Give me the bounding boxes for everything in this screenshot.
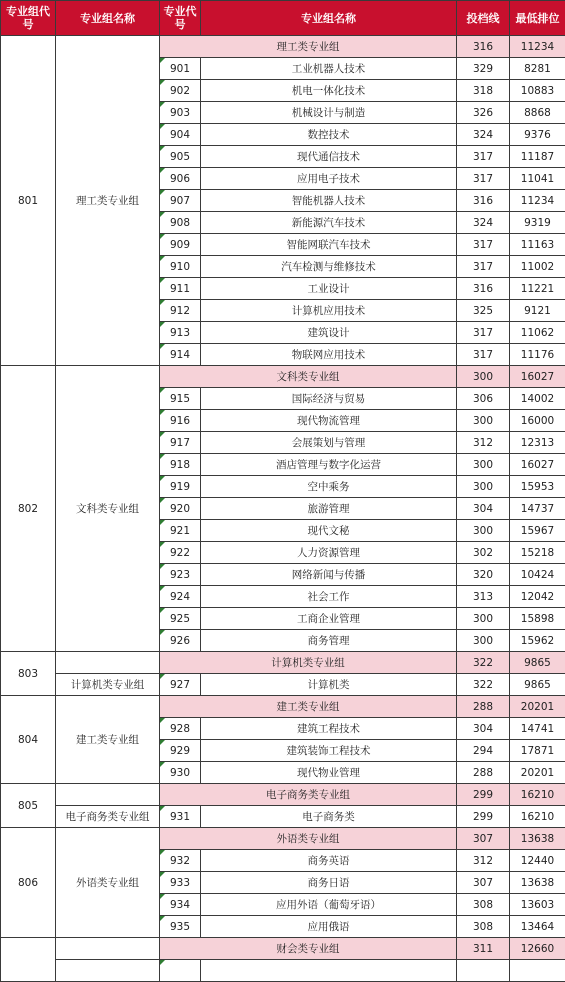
- group-min-rank: 20201: [510, 696, 565, 718]
- major-code: 924: [160, 586, 201, 608]
- major-name: 建筑装饰工程技术: [201, 740, 457, 762]
- major-cutoff-score: 317: [457, 168, 510, 190]
- major-name: 新能源汽车技术: [201, 212, 457, 234]
- major-min-rank: 20201: [510, 762, 565, 784]
- major-code: 915: [160, 388, 201, 410]
- group-name: 建工类专业组: [56, 696, 160, 784]
- major-name: 酒店管理与数字化运营: [201, 454, 457, 476]
- major-code: [160, 960, 201, 982]
- major-code: 931: [160, 806, 201, 828]
- major-code: 930: [160, 762, 201, 784]
- major-cutoff-score: 300: [457, 520, 510, 542]
- major-min-rank: 15962: [510, 630, 565, 652]
- major-min-rank: 15953: [510, 476, 565, 498]
- major-cutoff-score: 294: [457, 740, 510, 762]
- major-cutoff-score: [457, 960, 510, 982]
- major-min-rank: 10424: [510, 564, 565, 586]
- major-code: 907: [160, 190, 201, 212]
- header-group-name: 专业组名称: [56, 1, 160, 36]
- major-name: 应用外语（葡萄牙语）: [201, 894, 457, 916]
- major-min-rank: 11221: [510, 278, 565, 300]
- major-code: 916: [160, 410, 201, 432]
- major-cutoff-score: 329: [457, 58, 510, 80]
- major-cutoff-score: 313: [457, 586, 510, 608]
- major-code: 918: [160, 454, 201, 476]
- table-header-row: [1, 1, 565, 36]
- major-name: 人力资源管理: [201, 542, 457, 564]
- major-code: 920: [160, 498, 201, 520]
- major-code: 904: [160, 124, 201, 146]
- group-name: 电子商务类专业组: [56, 806, 160, 828]
- group-min-rank: 11234: [510, 36, 565, 58]
- major-min-rank: 15898: [510, 608, 565, 630]
- major-min-rank: 14737: [510, 498, 565, 520]
- major-name: 汽车检测与维修技术: [201, 256, 457, 278]
- group-name-blank: [56, 784, 160, 806]
- group-name: 理工类专业组: [56, 36, 160, 366]
- major-name: 数控技术: [201, 124, 457, 146]
- major-name: 现代物流管理: [201, 410, 457, 432]
- group-cutoff-score: 299: [457, 784, 510, 806]
- major-cutoff-score: 300: [457, 454, 510, 476]
- major-name: 现代物业管理: [201, 762, 457, 784]
- major-name: 建筑工程技术: [201, 718, 457, 740]
- group-name: 外语类专业组: [56, 828, 160, 938]
- group-code: 803: [1, 652, 56, 696]
- group-min-rank: 13638: [510, 828, 565, 850]
- major-code: 919: [160, 476, 201, 498]
- major-name: 机械设计与制造: [201, 102, 457, 124]
- group-min-rank: 9865: [510, 652, 565, 674]
- major-code: 926: [160, 630, 201, 652]
- major-min-rank: 10883: [510, 80, 565, 102]
- major-min-rank: 9376: [510, 124, 565, 146]
- major-cutoff-score: 300: [457, 630, 510, 652]
- major-cutoff-score: 312: [457, 432, 510, 454]
- group-name: [56, 960, 160, 982]
- major-name: 商务英语: [201, 850, 457, 872]
- major-cutoff-score: 302: [457, 542, 510, 564]
- group-header-row: [1, 784, 565, 806]
- major-code: 922: [160, 542, 201, 564]
- major-name: 社会工作: [201, 586, 457, 608]
- major-code: 932: [160, 850, 201, 872]
- major-cutoff-score: 318: [457, 80, 510, 102]
- major-cutoff-score: 324: [457, 212, 510, 234]
- group-cutoff-score: 307: [457, 828, 510, 850]
- major-code: 928: [160, 718, 201, 740]
- major-min-rank: 11002: [510, 256, 565, 278]
- group-min-rank: 16027: [510, 366, 565, 388]
- major-min-rank: 13464: [510, 916, 565, 938]
- major-code: 903: [160, 102, 201, 124]
- group-cutoff-score: 322: [457, 652, 510, 674]
- major-min-rank: 16210: [510, 806, 565, 828]
- major-cutoff-score: 308: [457, 894, 510, 916]
- major-name: 应用电子技术: [201, 168, 457, 190]
- group-min-rank: 12660: [510, 938, 565, 960]
- major-name: 物联网应用技术: [201, 344, 457, 366]
- major-cutoff-score: 304: [457, 718, 510, 740]
- major-name: 机电一体化技术: [201, 80, 457, 102]
- major-min-rank: 13603: [510, 894, 565, 916]
- major-code: 934: [160, 894, 201, 916]
- group-header-label: 文科类专业组: [160, 366, 457, 388]
- major-name: 工商企业管理: [201, 608, 457, 630]
- major-code: 910: [160, 256, 201, 278]
- header-major-name: 专业组名称: [201, 1, 457, 36]
- group-header-row: [1, 36, 565, 58]
- major-cutoff-score: 307: [457, 872, 510, 894]
- major-min-rank: 11187: [510, 146, 565, 168]
- major-cutoff-score: 317: [457, 322, 510, 344]
- major-min-rank: 8281: [510, 58, 565, 80]
- major-code: 901: [160, 58, 201, 80]
- group-code: 804: [1, 696, 56, 784]
- major-code: 927: [160, 674, 201, 696]
- major-cutoff-score: 306: [457, 388, 510, 410]
- major-code: 923: [160, 564, 201, 586]
- major-min-rank: 8868: [510, 102, 565, 124]
- major-name: 智能网联汽车技术: [201, 234, 457, 256]
- major-min-rank: 13638: [510, 872, 565, 894]
- group-header-label: 外语类专业组: [160, 828, 457, 850]
- table-row: [1, 960, 565, 982]
- major-code: 913: [160, 322, 201, 344]
- major-code: 909: [160, 234, 201, 256]
- major-name: 电子商务类: [201, 806, 457, 828]
- major-cutoff-score: 300: [457, 608, 510, 630]
- major-min-rank: [510, 960, 565, 982]
- major-name: 智能机器人技术: [201, 190, 457, 212]
- group-name: 计算机类专业组: [56, 674, 160, 696]
- major-code: 911: [160, 278, 201, 300]
- group-header-row: [1, 696, 565, 718]
- group-cutoff-score: 311: [457, 938, 510, 960]
- group-min-rank: 16210: [510, 784, 565, 806]
- major-cutoff-score: 300: [457, 476, 510, 498]
- major-code: 906: [160, 168, 201, 190]
- major-min-rank: 11062: [510, 322, 565, 344]
- group-header-label: 计算机类专业组: [160, 652, 457, 674]
- major-min-rank: 9865: [510, 674, 565, 696]
- major-min-rank: 14741: [510, 718, 565, 740]
- major-cutoff-score: 325: [457, 300, 510, 322]
- major-name: 旅游管理: [201, 498, 457, 520]
- group-name-blank: [56, 652, 160, 674]
- major-code: 912: [160, 300, 201, 322]
- group-code: 802: [1, 366, 56, 652]
- major-min-rank: 11163: [510, 234, 565, 256]
- major-cutoff-score: 316: [457, 278, 510, 300]
- major-name: 会展策划与管理: [201, 432, 457, 454]
- major-min-rank: 12042: [510, 586, 565, 608]
- major-code: 908: [160, 212, 201, 234]
- major-code: 917: [160, 432, 201, 454]
- group-code: 801: [1, 36, 56, 366]
- group-header-label: 电子商务类专业组: [160, 784, 457, 806]
- major-code: 925: [160, 608, 201, 630]
- major-min-rank: 12440: [510, 850, 565, 872]
- header-cutoff-score: 投档线: [457, 1, 510, 36]
- group-cutoff-score: 288: [457, 696, 510, 718]
- group-header-label: 理工类专业组: [160, 36, 457, 58]
- major-name: 建筑设计: [201, 322, 457, 344]
- table-row: [1, 674, 565, 696]
- major-cutoff-score: 312: [457, 850, 510, 872]
- header-group-code: 专业组代号: [1, 1, 56, 36]
- major-min-rank: 14002: [510, 388, 565, 410]
- major-name: 现代文秘: [201, 520, 457, 542]
- group-code: 805: [1, 784, 56, 828]
- major-min-rank: 11176: [510, 344, 565, 366]
- major-min-rank: 11234: [510, 190, 565, 212]
- major-cutoff-score: 316: [457, 190, 510, 212]
- major-cutoff-score: 324: [457, 124, 510, 146]
- major-cutoff-score: 308: [457, 916, 510, 938]
- group-header-row: [1, 652, 565, 674]
- major-min-rank: 17871: [510, 740, 565, 762]
- header-min-rank: 最低排位: [510, 1, 565, 36]
- group-header-row: [1, 938, 565, 960]
- major-name: [201, 960, 457, 982]
- major-cutoff-score: 326: [457, 102, 510, 124]
- major-name: 国际经济与贸易: [201, 388, 457, 410]
- major-code: 914: [160, 344, 201, 366]
- major-code: 905: [160, 146, 201, 168]
- major-cutoff-score: 322: [457, 674, 510, 696]
- major-cutoff-score: 320: [457, 564, 510, 586]
- major-code: 921: [160, 520, 201, 542]
- major-cutoff-score: 300: [457, 410, 510, 432]
- major-name: 网络新闻与传播: [201, 564, 457, 586]
- major-name: 现代通信技术: [201, 146, 457, 168]
- major-min-rank: 16027: [510, 454, 565, 476]
- major-min-rank: 9121: [510, 300, 565, 322]
- major-code: 933: [160, 872, 201, 894]
- group-cutoff-score: 316: [457, 36, 510, 58]
- major-name: 工业机器人技术: [201, 58, 457, 80]
- major-cutoff-score: 299: [457, 806, 510, 828]
- major-name: 空中乘务: [201, 476, 457, 498]
- major-min-rank: 15967: [510, 520, 565, 542]
- major-cutoff-score: 288: [457, 762, 510, 784]
- major-cutoff-score: 317: [457, 344, 510, 366]
- group-name: 文科类专业组: [56, 366, 160, 652]
- group-name-blank: [56, 938, 160, 960]
- group-header-label: 建工类专业组: [160, 696, 457, 718]
- major-name: 商务管理: [201, 630, 457, 652]
- major-name: 计算机应用技术: [201, 300, 457, 322]
- major-min-rank: 9319: [510, 212, 565, 234]
- group-header-row: [1, 366, 565, 388]
- major-code: 902: [160, 80, 201, 102]
- major-cutoff-score: 317: [457, 146, 510, 168]
- major-min-rank: 15218: [510, 542, 565, 564]
- major-cutoff-score: 317: [457, 256, 510, 278]
- group-cutoff-score: 300: [457, 366, 510, 388]
- group-header-row: [1, 828, 565, 850]
- group-code: 806: [1, 828, 56, 938]
- major-code: 935: [160, 916, 201, 938]
- major-cutoff-score: 317: [457, 234, 510, 256]
- header-major-code: 专业代号: [160, 1, 201, 36]
- major-min-rank: 16000: [510, 410, 565, 432]
- group-code: [1, 938, 56, 982]
- major-name: 工业设计: [201, 278, 457, 300]
- major-name: 商务日语: [201, 872, 457, 894]
- table-row: [1, 806, 565, 828]
- group-header-label: 财会类专业组: [160, 938, 457, 960]
- major-min-rank: 12313: [510, 432, 565, 454]
- major-cutoff-score: 304: [457, 498, 510, 520]
- major-code: 929: [160, 740, 201, 762]
- major-name: 计算机类: [201, 674, 457, 696]
- major-min-rank: 11041: [510, 168, 565, 190]
- major-name: 应用俄语: [201, 916, 457, 938]
